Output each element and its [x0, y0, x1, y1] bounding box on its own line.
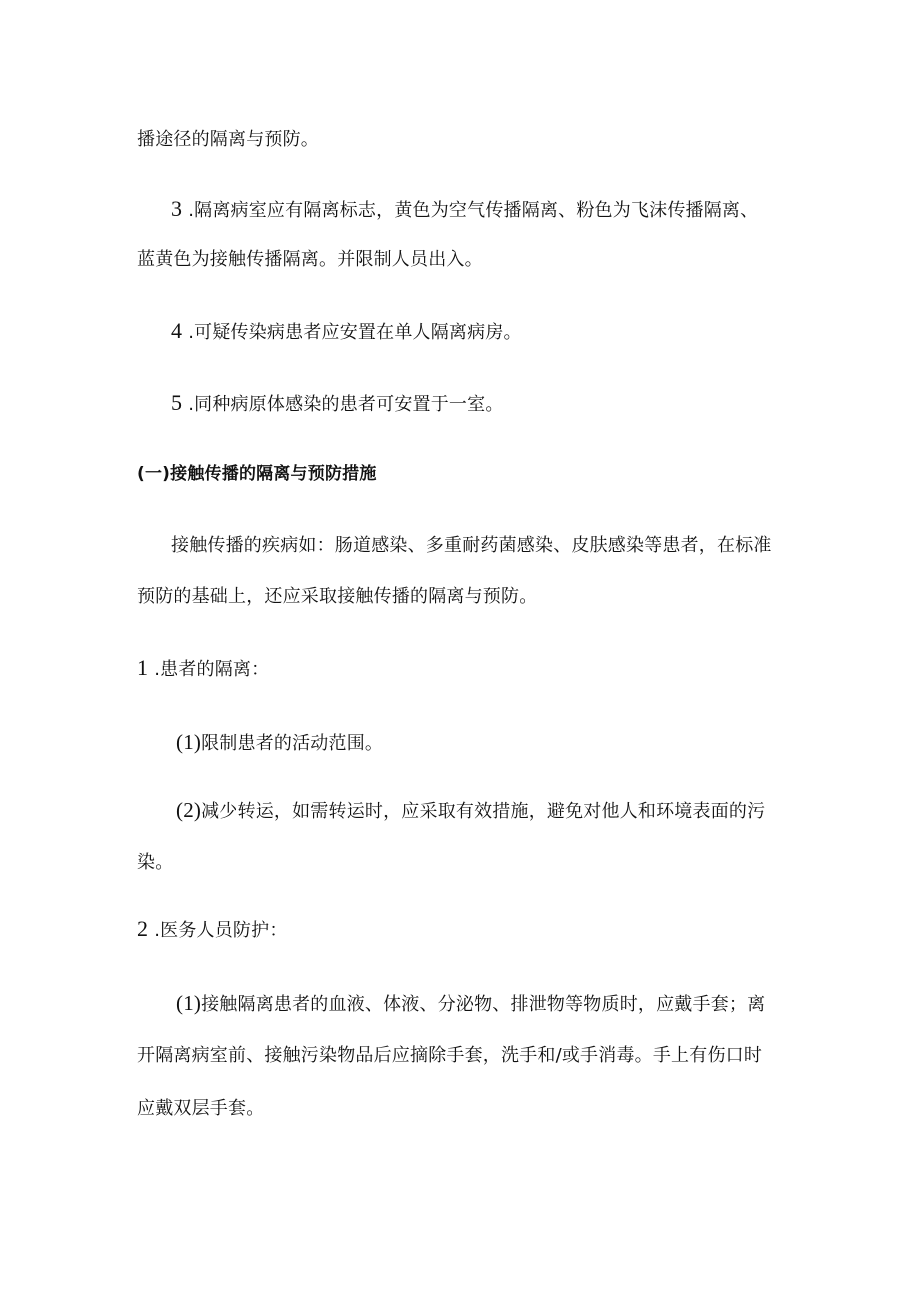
paragraph-line: [137, 127, 319, 153]
section-heading: [137, 461, 377, 487]
sub-item-1: [176, 729, 383, 757]
sub-item-number: (1): [176, 991, 202, 1015]
item-number: 2: [137, 916, 149, 941]
heading-text: (一)接触传播的隔离与预防措施: [137, 464, 377, 484]
list-item-3: [171, 196, 758, 224]
list-item-1: [137, 655, 269, 683]
sub-item-number: (1): [176, 730, 202, 754]
sub-item-text: 减少转运，如需转运时，应采取有效措施，避免对他人和环境表面的污: [201, 801, 766, 822]
sub-item-1: [176, 990, 765, 1018]
text: 播途径的隔离与预防。: [137, 129, 319, 150]
item-text: .患者的隔离：: [154, 659, 270, 680]
list-item-5: [171, 390, 504, 418]
sub-item-text: 接触隔离患者的血液、体液、分泌物、排泄物等物质时，应戴手套；离: [201, 994, 766, 1015]
paragraph-line: [137, 1096, 264, 1122]
text: 预防的基础上，还应采取接触传播的隔离与预防。: [137, 586, 538, 607]
item-number: 3: [171, 196, 183, 221]
text: 应戴双层手套。: [137, 1098, 265, 1119]
sub-item-number: (2): [176, 798, 202, 822]
item-text: .同种病原体感染的患者可安置于一室。: [188, 394, 504, 415]
paragraph-line: [137, 247, 483, 273]
list-item-2: [137, 916, 288, 944]
item-text: .可疑传染病患者应安置在单人隔离病房。: [188, 322, 522, 343]
text: 开隔离病室前、接触污染物品后应摘除手套，洗手和/或手消毒。手上有伤口时: [137, 1045, 763, 1066]
paragraph-line: [137, 1043, 762, 1069]
list-item-4: [171, 318, 522, 346]
text: 接触传播的疾病如：肠道感染、多重耐药菌感染、皮肤感染等患者，在标准: [171, 535, 772, 556]
paragraph-line: [137, 850, 173, 876]
item-number: 1: [137, 655, 149, 680]
sub-item-text: 限制患者的活动范围。: [201, 733, 384, 754]
item-text: .隔离病室应有隔离标志，黄色为空气传播隔离、粉色为飞沫传播隔离、: [188, 200, 759, 221]
paragraph-line: [171, 533, 772, 559]
text: 染。: [137, 852, 174, 873]
paragraph-line: [137, 584, 537, 610]
item-text: .医务人员防护：: [154, 920, 288, 941]
sub-item-2: [176, 797, 765, 825]
item-number: 4: [171, 318, 183, 343]
item-number: 5: [171, 390, 183, 415]
text: 蓝黄色为接触传播隔离。并限制人员出入。: [137, 249, 483, 270]
